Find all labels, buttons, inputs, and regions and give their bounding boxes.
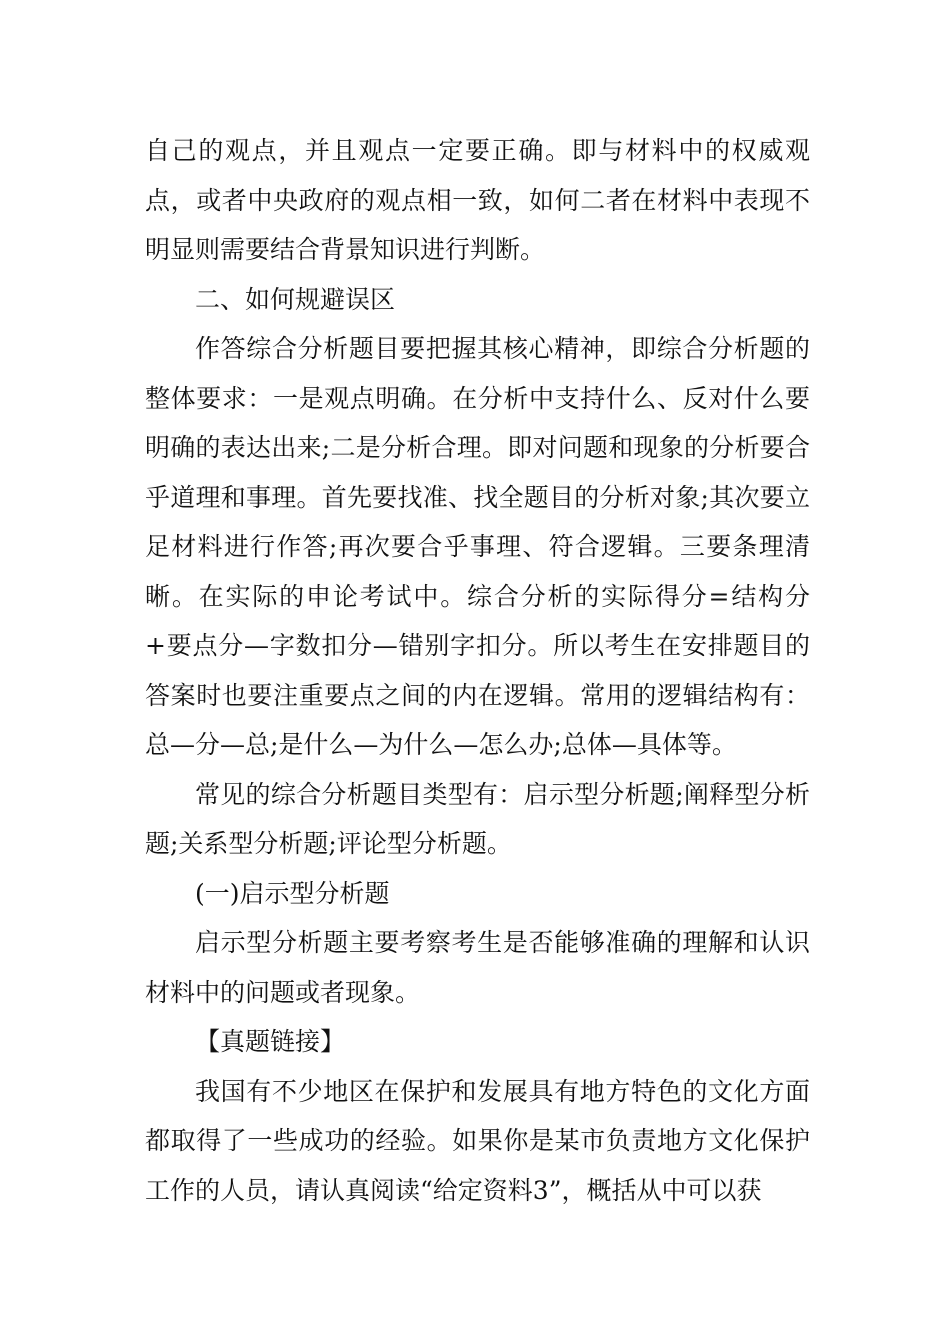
paragraph-1: 自己的观点，并且观点一定要正确。即与材料中的权威观点，或者中央政府的观点相一致，如何二者在材料中表现不明显则需要结合背景知识进行判断。 <box>145 136 810 264</box>
section-heading-avoid-mistakes: 二、如何规避误区 <box>195 284 396 314</box>
paragraph-requirements: 作答综合分析题目要把握其核心精神，即综合分析题的整体要求：一是观点明确。在分析中支持什么、反对什么要明确的表达出来;二是分析合理。即对问题和现象的分析要合乎道理和事理。首先要找准、找全题目的分析对象;其次要立足材料进行作答;再次要合乎事理、符合逻辑。三要条理清晰。在实际的申论考试中。综合分析的实际得分=结构分+要点分—字数扣分—错别字扣分。所以考生在安排题目的答案时也要注重要点之间的内在逻辑。常用的逻辑结构有：总—分—总;是什么—为什么—怎么办;总体—具体等。 <box>145 334 810 759</box>
subsection-heading-inspiration: (一)启示型分析题 <box>195 878 390 908</box>
paragraph-inspiration-desc: 启示型分析题主要考察考生是否能够准确的理解和认识材料中的问题或者现象。 <box>145 928 810 1007</box>
label-exam-link: 【真题链接】 <box>195 1027 346 1056</box>
document-body <box>145 126 810 1215</box>
paragraph-question-types: 常见的综合分析题目类型有：启示型分析题;阐释型分析题;关系型分析题;评论型分析题。 <box>145 779 810 858</box>
paragraph-exam-question: 我国有不少地区在保护和发展具有地方特色的文化方面都取得了一些成功的经验。如果你是某市负责地方文化保护工作的人员，请认真阅读“给定资料3”，概括从中可以获 <box>145 1076 810 1205</box>
